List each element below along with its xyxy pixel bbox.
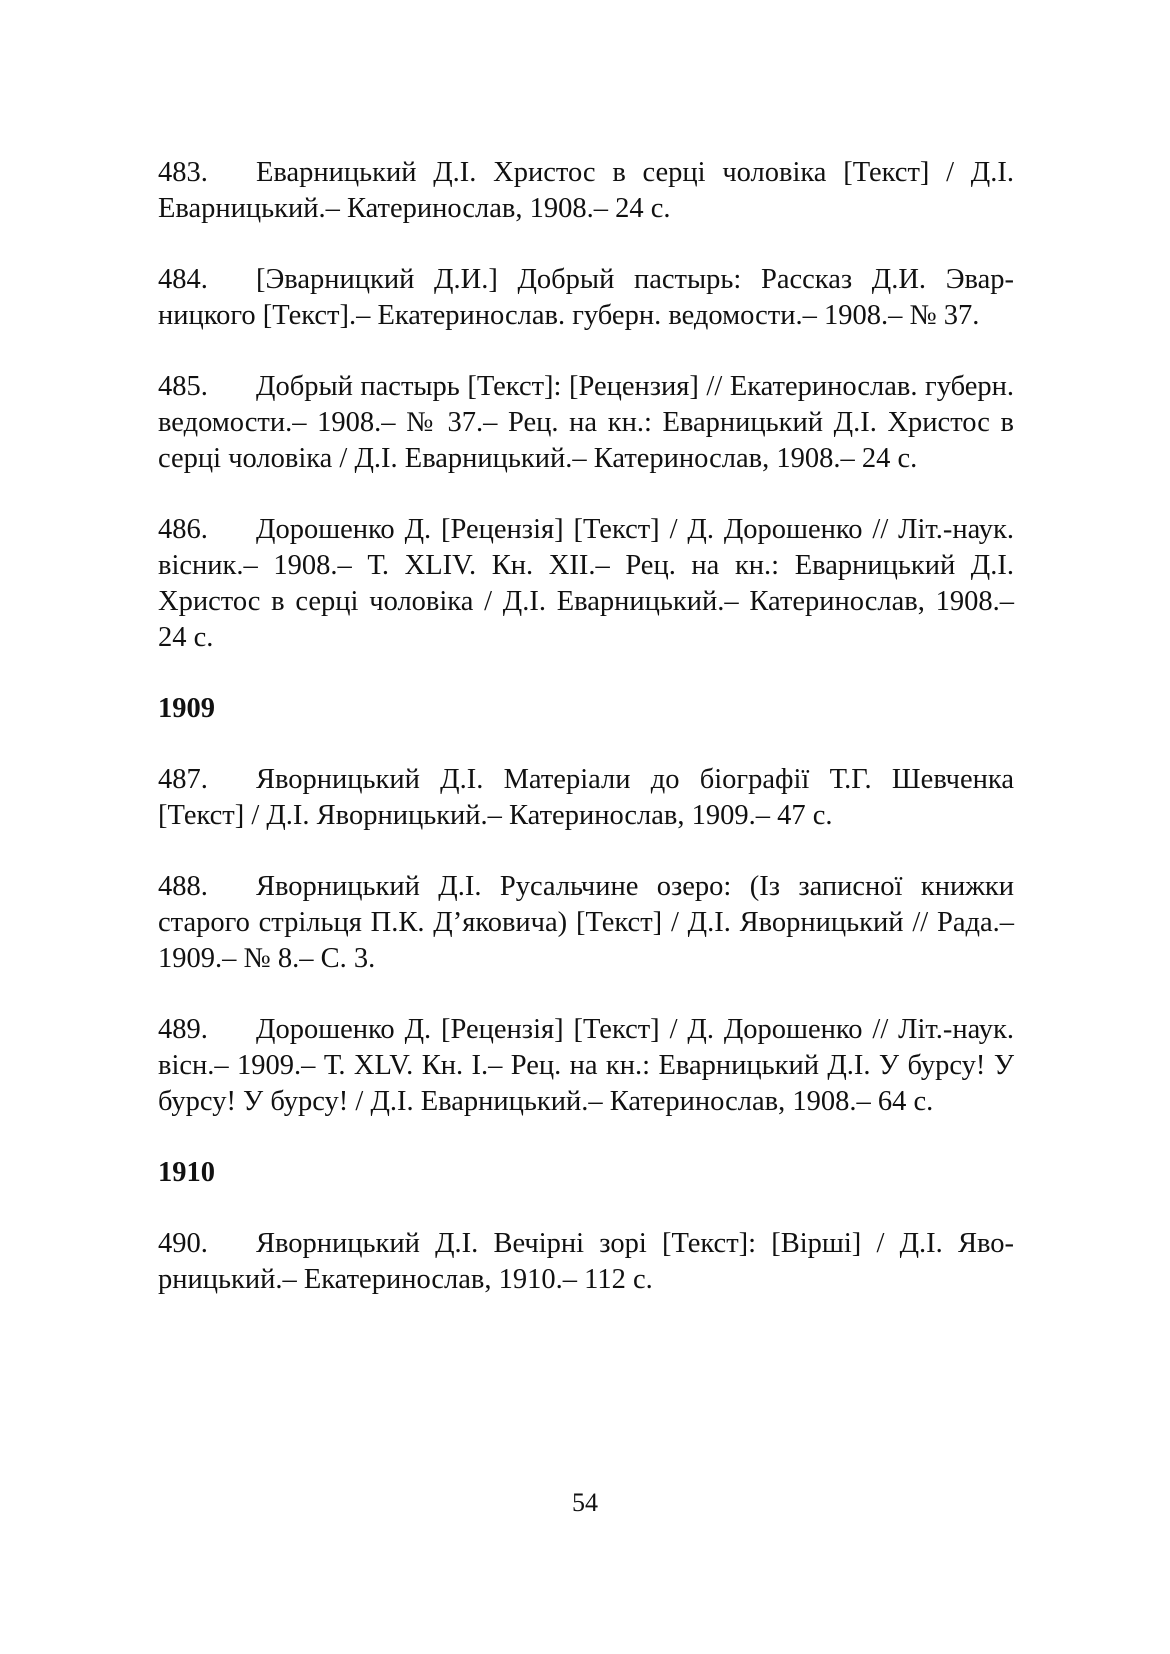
entry-number: 483. (158, 157, 208, 188)
entry-486 (158, 512, 1014, 656)
entry-490 (158, 1226, 1014, 1298)
entry-number: 486. (158, 514, 208, 545)
year-heading-1909: 1909 (158, 693, 215, 724)
entry-483 (158, 155, 1014, 227)
entry-number: 484. (158, 264, 208, 295)
entry-number: 490. (158, 1228, 208, 1259)
entry-488 (158, 869, 1014, 977)
entry-487 (158, 762, 1014, 834)
entry-text: Яворницький Д.І. Вечірні зорі [Текст]: [Вірші] / Д.І. Яворницький.– Екатеринослав, 1910.– 112 с. (158, 1228, 1014, 1295)
page-number: 54 (572, 1488, 598, 1517)
entry-489 (158, 1012, 1014, 1120)
entry-text: Дорошенко Д. [Рецензія] [Текст] / Д. Дорошенко // Літ.-наук. вісник.– 1908.– Т. XLIV. Кн. XII.– Рец. на кн.: Еварницький Д.І. Христос в серці чоловіка / Д.І. Еварницький.– Катеринослав, 1908.– 24 с. (158, 514, 1014, 653)
entry-484 (158, 262, 1014, 334)
entry-number: 488. (158, 871, 208, 902)
entry-text: Дорошенко Д. [Рецензія] [Текст] / Д. Дорошенко // Літ.-наук. вісн.– 1909.– Т. XLV. Кн. І.– Рец. на кн.: Еварницький Д.І. У бурсу! У бурсу! У бурсу! / Д.І. Еварницький.– Катеринослав, 1908.– 64 с. (158, 1014, 1014, 1117)
entry-number: 487. (158, 764, 208, 795)
entry-number: 485. (158, 371, 208, 402)
entry-text: Еварницький Д.І. Христос в серці чоловіка [Текст] / Д.І. Еварницький.– Катеринослав, 1908.– 24 с. (158, 157, 1014, 224)
entry-485 (158, 369, 1014, 477)
entry-text: Яворницький Д.І. Русальчине озеро: (Із записної книжки старого стрільця П.К. Д’яковича) [Текст] / Д.І. Яворницький // Рада.– 1909.– № 8.– С. 3. (158, 871, 1014, 974)
entry-number: 489. (158, 1014, 208, 1045)
year-heading-1910: 1910 (158, 1157, 215, 1188)
page-content (158, 155, 1014, 1333)
entry-text: Добрый пастырь [Текст]: [Рецензия] // Екатеринослав. губерн. ведомости.– 1908.– № 37.– Рец. на кн.: Еварницький Д.І. Христос в серці чоловіка / Д.І. Еварницький.– Катеринослав, 1908.– 24 с. (158, 371, 1014, 474)
entry-text: Яворницький Д.І. Матеріали до біографії Т.Г. Шевченка [Текст] / Д.І. Яворницький.– Катеринослав, 1909.– 47 с. (158, 764, 1014, 831)
entry-text: [Эварницкий Д.И.] Добрый пастырь: Рассказ Д.И. Эварницкого [Текст].– Екатеринослав. губерн. ведомости.– 1908.– № 37. (158, 264, 1014, 331)
